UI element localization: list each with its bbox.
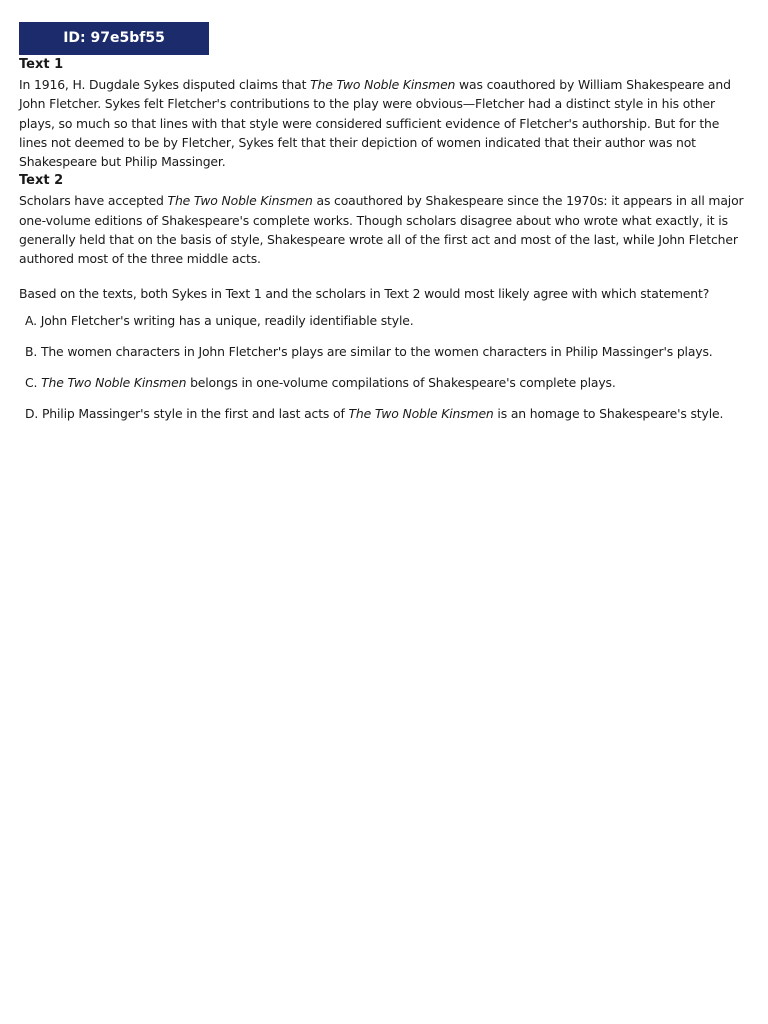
choice-d[interactable] — [25, 404, 749, 423]
choice-c-letter: C. — [25, 374, 38, 390]
id-badge: ID: 97e5bf55 — [19, 22, 209, 55]
text2-passage — [19, 191, 749, 268]
text2-play-title: The Two Noble Kinsmen — [167, 193, 313, 209]
answer-choices — [25, 311, 749, 423]
text2-heading: Text 2 — [19, 173, 64, 189]
choice-b[interactable] — [25, 342, 749, 361]
question-page — [19, 22, 749, 435]
text2-passage-part2: as coauthored by Shakespeare since the 1970s: it appears in all major one-volume editions of Shakespeare's complete works. Though scholars disagree about who wrote what exactly, it is generally held that on the basis of style, Shakespeare wrote all of the first act and most of the last, while John Fletcher authored most of the three middle acts. — [19, 193, 744, 267]
question-stem: Based on the texts, both Sykes in Text 1 and the scholars in Text 2 would most likely agree with which statement? — [19, 285, 710, 301]
choice-a-text: John Fletcher's writing has a unique, readily identifiable style. — [40, 312, 414, 328]
choice-d-text-post: is an homage to Shakespeare's style. — [493, 405, 724, 421]
choice-a[interactable] — [25, 311, 749, 330]
choice-c[interactable] — [25, 373, 749, 392]
choice-a-letter: A. — [25, 312, 37, 328]
choice-d-play-title: The Two Noble Kinsmen — [348, 405, 494, 421]
text1-play-title: The Two Noble Kinsmen — [310, 77, 456, 92]
choice-c-text: belongs in one-volume compilations of Shakespeare's complete plays. — [186, 374, 616, 390]
text2-passage-part1: Scholars have accepted — [19, 193, 168, 209]
text1-passage-part1: In 1916, H. Dugdale Sykes disputed claims that — [19, 77, 311, 92]
choice-d-letter: D. — [25, 405, 39, 421]
choice-b-letter: B. — [25, 343, 38, 359]
choice-b-text: The women characters in John Fletcher's plays are similar to the women characters in Philip Massinger's plays. — [40, 343, 713, 359]
text1-passage — [19, 75, 749, 171]
text1-passage-part2: was coauthored by William Shakespeare and John Fletcher. Sykes felt Fletcher's contributions to the play were obvious—Fletcher had a distinct style in his other plays, so much so that lines with that style were considered sufficient evidence of Fletcher's authorship. But for the lines not deemed to be by Fletcher, Sykes felt that their depiction of women indicated that their author was not Shakespeare but Philip Massinger. — [19, 77, 731, 170]
choice-c-play-title: The Two Noble Kinsmen — [41, 374, 187, 390]
text1-heading: Text 1 — [19, 57, 64, 72]
choice-d-text-pre: Philip Massinger's style in the first and last acts of — [41, 405, 349, 421]
